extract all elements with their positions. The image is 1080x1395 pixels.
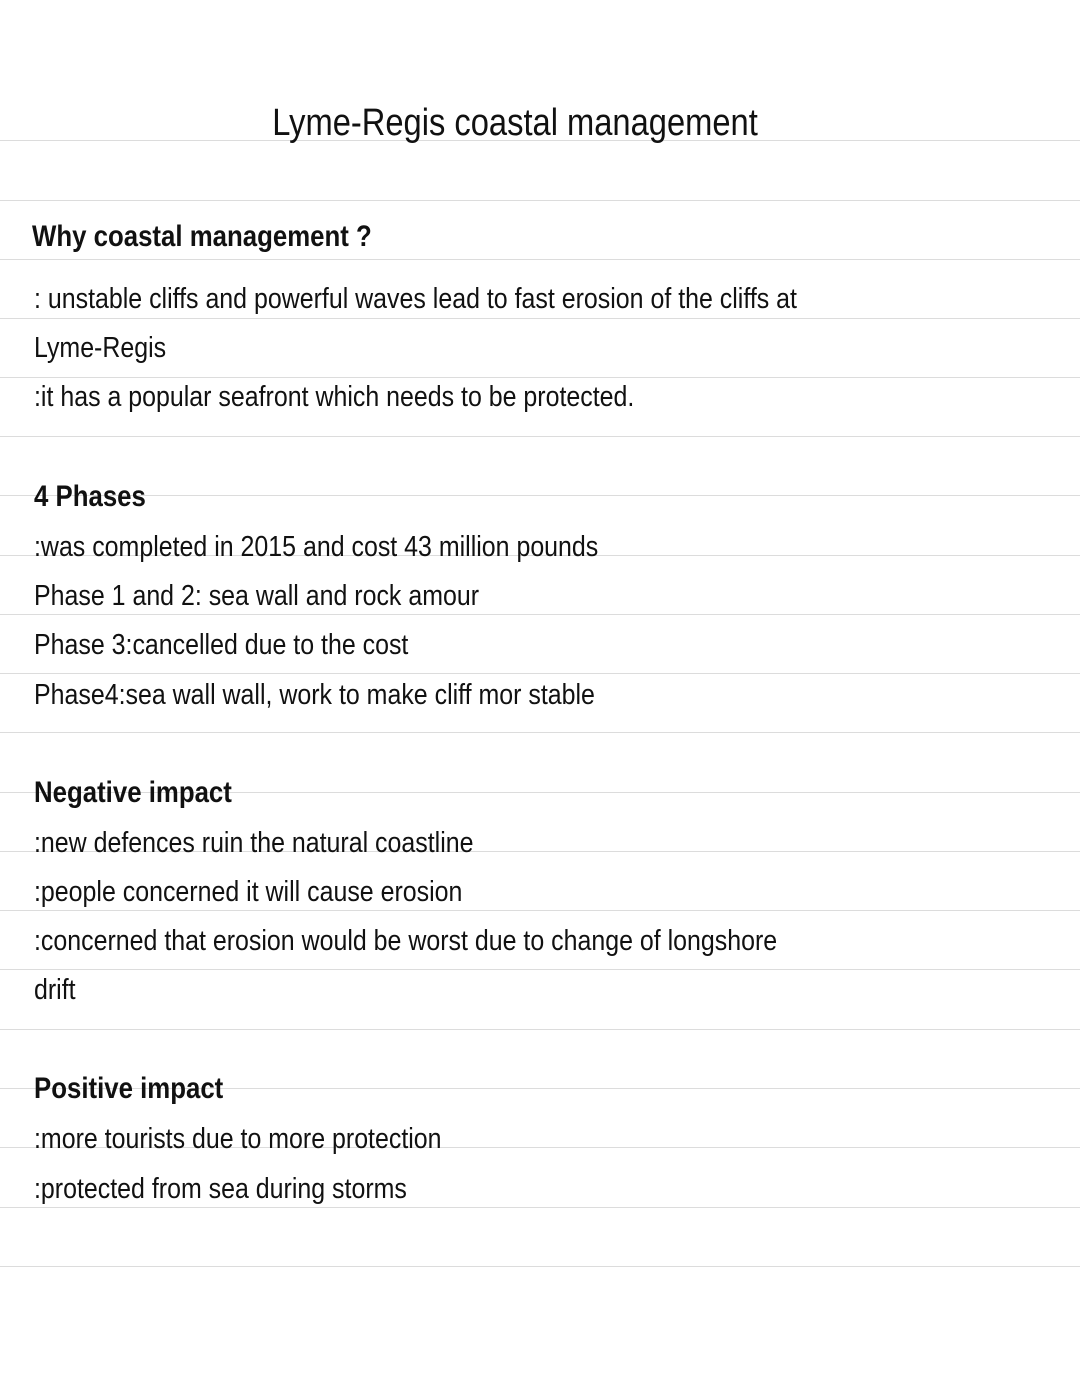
note-line: :people concerned it will cause erosion (34, 876, 463, 908)
note-line: :more tourists due to more protection (34, 1123, 442, 1155)
ruled-line (0, 732, 1080, 733)
section-heading-phases: 4 Phases (34, 480, 146, 513)
note-line: :new defences ruin the natural coastline (34, 827, 474, 859)
section-heading-why: Why coastal management ? (32, 220, 372, 253)
ruled-line (0, 436, 1080, 437)
ruled-line (0, 1266, 1080, 1267)
ruled-line (0, 495, 1080, 496)
note-line: drift (34, 974, 76, 1006)
ruled-line (0, 673, 1080, 674)
note-line: :was completed in 2015 and cost 43 million pounds (34, 531, 599, 563)
note-line: :it has a popular seafront which needs to be protected. (34, 381, 635, 413)
ruled-line (0, 200, 1080, 201)
ruled-line (0, 1029, 1080, 1030)
page-title: Lyme-Regis coastal management (272, 102, 758, 144)
note-line: Phase4:sea wall wall, work to make cliff mor stable (34, 679, 595, 711)
note-line: Lyme-Regis (34, 332, 167, 364)
note-line: :concerned that erosion would be worst due to change of longshore (34, 925, 778, 957)
section-heading-positive: Positive impact (34, 1072, 224, 1105)
ruled-line (0, 969, 1080, 970)
section-heading-negative: Negative impact (34, 776, 232, 809)
ruled-line (0, 259, 1080, 260)
note-line: :protected from sea during storms (34, 1173, 407, 1205)
note-line: : unstable cliffs and powerful waves lead to fast erosion of the cliffs at (34, 283, 797, 315)
note-line: Phase 3:cancelled due to the cost (34, 629, 409, 661)
note-line: Phase 1 and 2: sea wall and rock amour (34, 580, 480, 612)
